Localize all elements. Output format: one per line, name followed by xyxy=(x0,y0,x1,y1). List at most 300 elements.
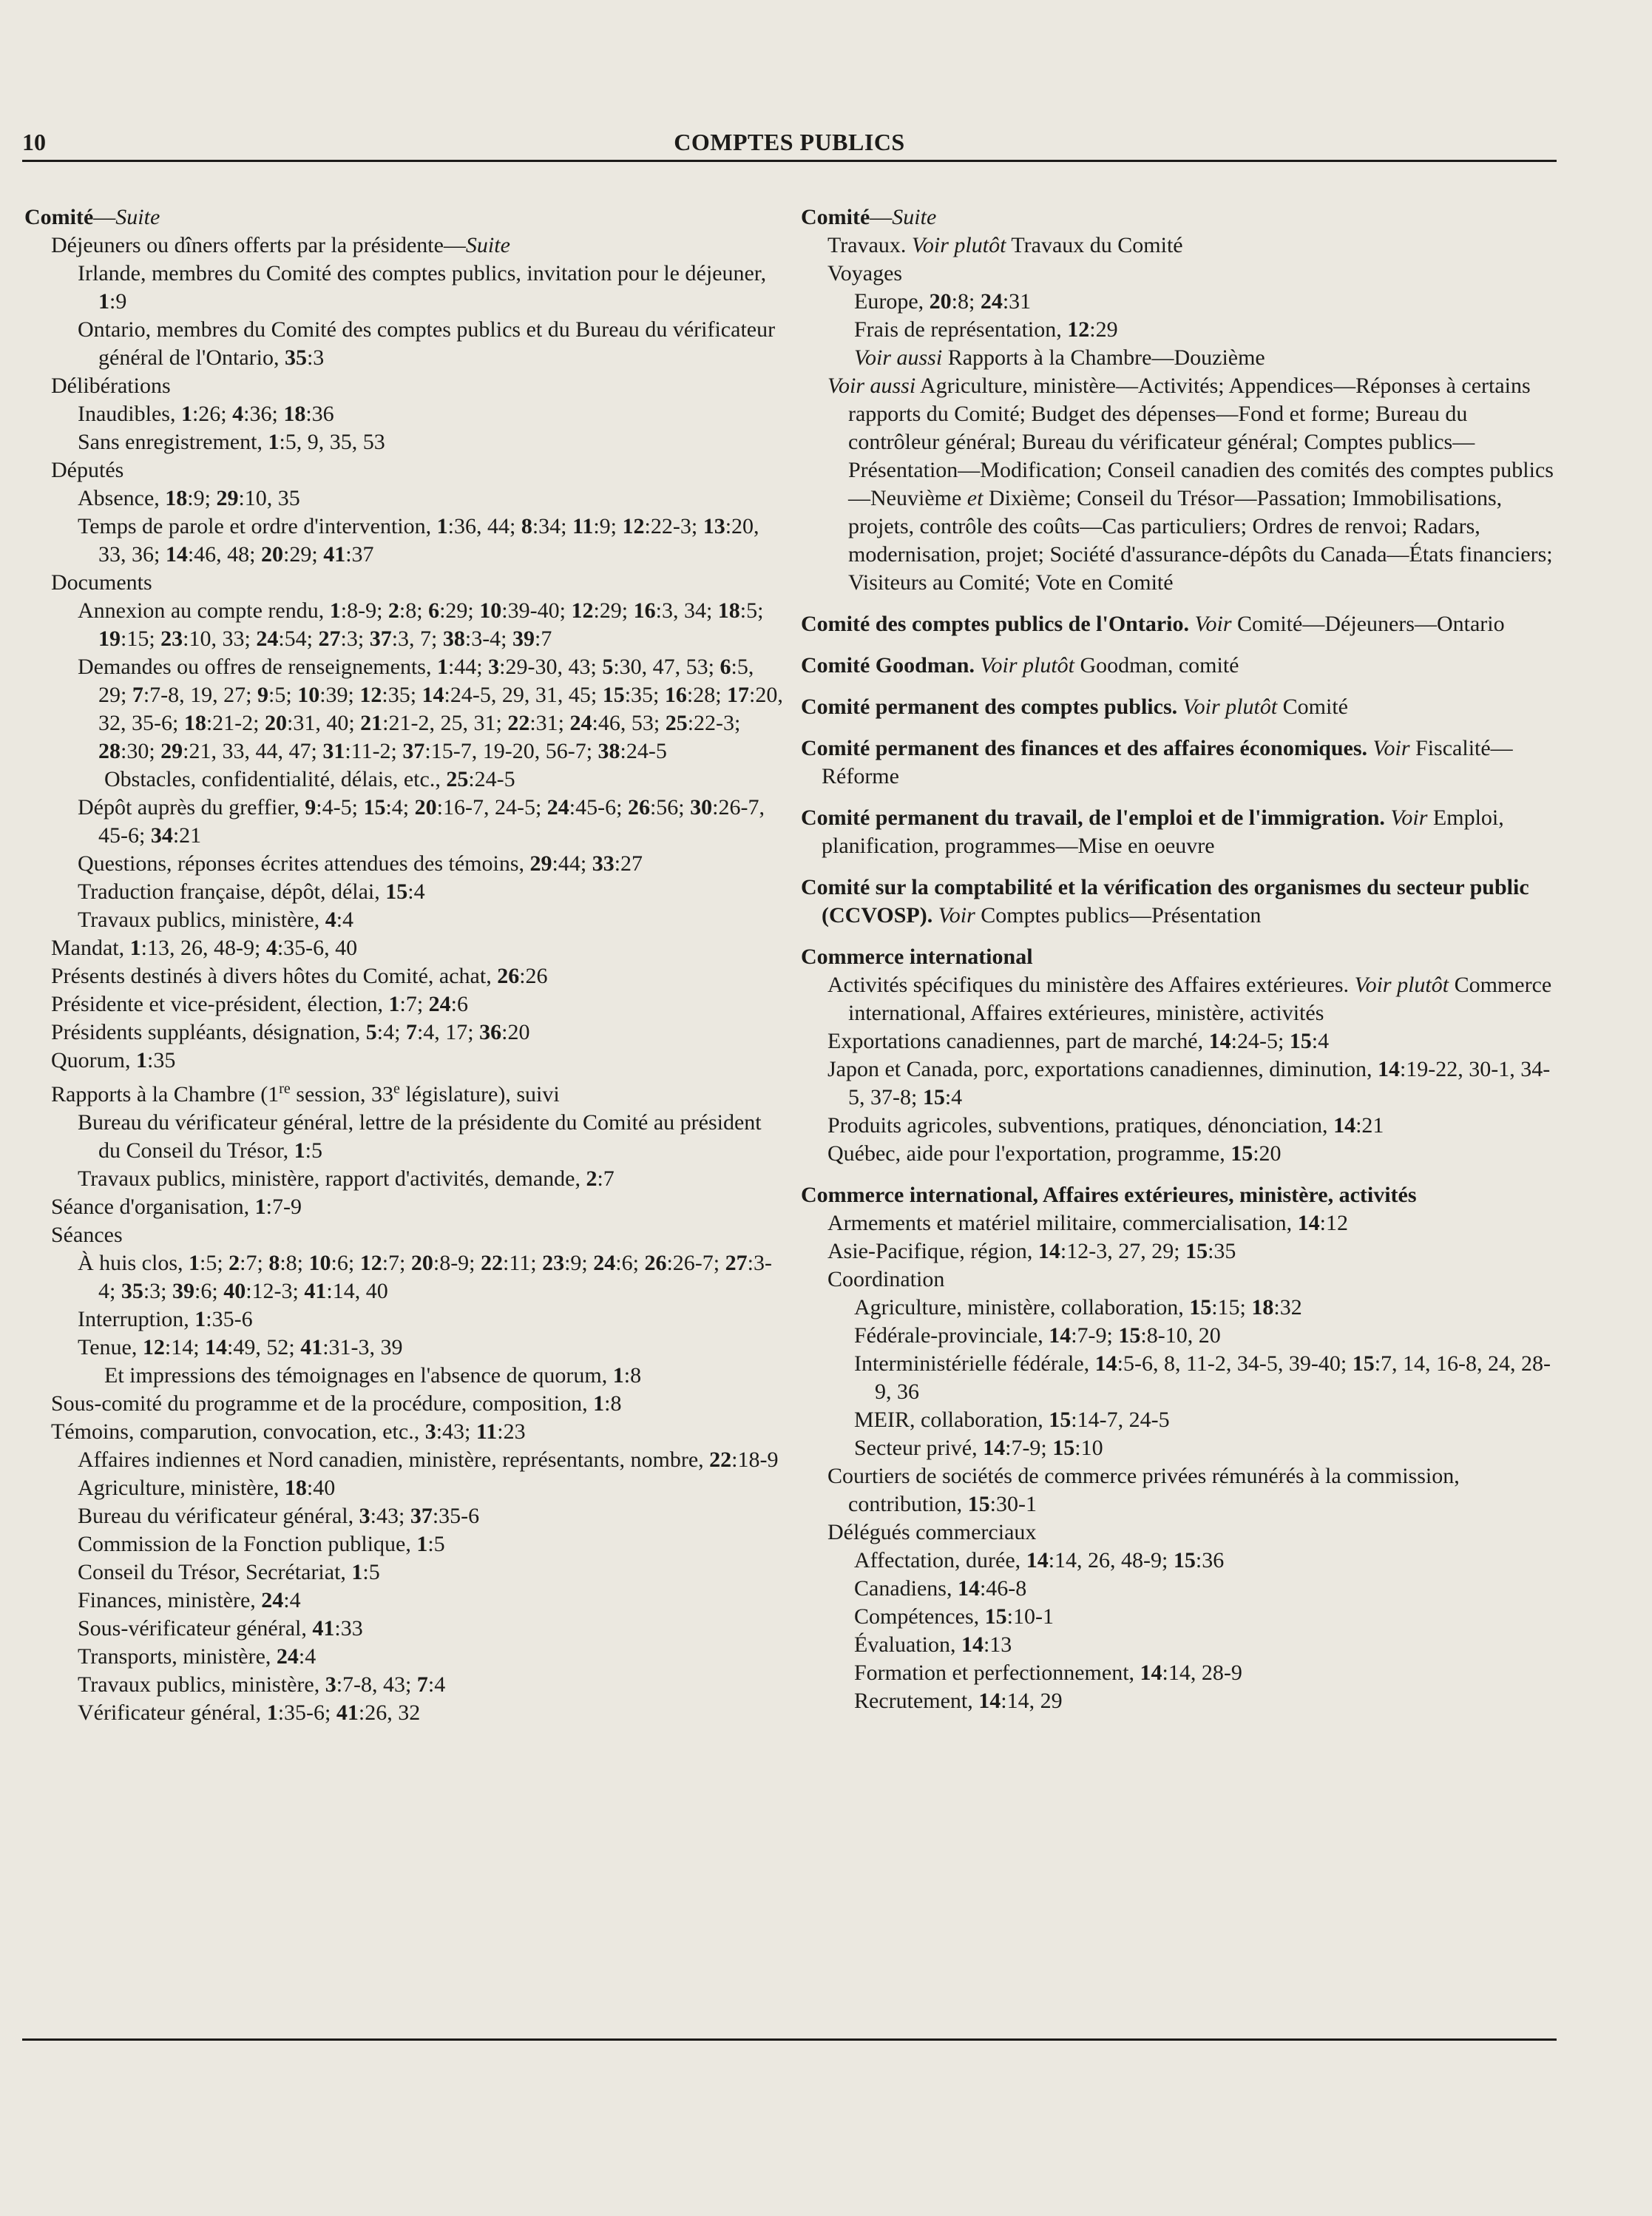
index-text-run: Commerce international xyxy=(801,945,1033,969)
index-entry xyxy=(51,1418,786,1446)
index-text-run: Voir xyxy=(1194,612,1232,636)
index-text-run: :4 xyxy=(427,1672,446,1697)
index-text-run: :35-6 xyxy=(432,1504,480,1528)
index-text-run: :10, 33; xyxy=(183,626,257,651)
index-text-run: :31 xyxy=(1002,289,1032,314)
index-entry xyxy=(78,1587,786,1615)
index-text-run: Formation et perfectionnement, xyxy=(854,1661,1140,1685)
index-text-run: :21 xyxy=(1355,1113,1384,1138)
index-text-run: Comité sur la comptabilité et la vérification des organismes du secteur public (CCVOSP). xyxy=(801,875,1529,928)
index-text-run: 15 xyxy=(1173,1548,1196,1573)
index-text-run: 21 xyxy=(360,711,383,735)
index-text-run: Voir aussi xyxy=(827,374,916,398)
index-text-run: :5; xyxy=(268,683,298,707)
index-text-run: :9; xyxy=(187,486,217,510)
index-text-run: Séances xyxy=(51,1223,123,1247)
index-text-run: 14 xyxy=(165,542,188,567)
index-text-run: :7; xyxy=(399,992,429,1016)
index-text-run: :21-2, 25, 31; xyxy=(382,711,508,735)
index-text-run: :27 xyxy=(614,851,643,876)
index-text-run: 37 xyxy=(410,1504,433,1528)
index-text-run: Vérificateur général, xyxy=(78,1700,267,1725)
index-text-run: :46, 53; xyxy=(592,711,666,735)
index-text-run: :26-7, 45-6; xyxy=(98,795,765,848)
index-text-run: :24-5 xyxy=(620,739,667,763)
index-text-run: 12 xyxy=(1067,317,1090,342)
index-text-run: Emploi, planification, programmes—Mise en oeuvre xyxy=(822,805,1504,858)
index-text-run: 26 xyxy=(644,1251,667,1275)
index-text-run: MEIR, collaboration, xyxy=(854,1408,1049,1432)
index-entry xyxy=(827,260,1559,288)
index-text-run: Recrutement, xyxy=(854,1689,979,1713)
index-text-run: Comptes publics—Présentation xyxy=(975,903,1262,928)
index-text-run: 10 xyxy=(479,598,502,623)
index-text-run: :36 xyxy=(1195,1548,1225,1573)
index-entry xyxy=(51,1047,786,1075)
page-number: 10 xyxy=(22,129,46,155)
index-text-run: 34 xyxy=(150,823,173,848)
index-text-run: Agriculture, ministère, xyxy=(78,1476,285,1500)
index-text-run: 1 xyxy=(254,1195,266,1219)
index-entry xyxy=(78,597,786,653)
index-text-run: 39 xyxy=(172,1279,195,1303)
index-entry xyxy=(104,1362,786,1390)
index-text-run: :13 xyxy=(983,1632,1012,1657)
index-text-run: Témoins, comparution, convocation, etc., xyxy=(51,1419,425,1444)
index-text-run: 14 xyxy=(205,1335,228,1359)
index-text-run: Évaluation, xyxy=(854,1632,961,1657)
index-text-run: 18 xyxy=(717,598,740,623)
index-text-run: Ontario, membres du Comité des comptes publics et du Bureau du vérificateur général de l'Ontario, xyxy=(78,317,776,370)
index-text-run: Voyages xyxy=(827,261,903,286)
index-text-run: 1 xyxy=(388,992,400,1016)
index-text-run: Députés xyxy=(51,458,124,482)
index-text-run: 14 xyxy=(1094,1351,1117,1376)
index-text-run: :56; xyxy=(649,795,691,820)
index-text-run: 27 xyxy=(725,1251,748,1275)
index-text-run: :26 xyxy=(519,964,548,988)
index-text-run: :7 xyxy=(597,1166,615,1191)
index-text-run: 14 xyxy=(1333,1113,1356,1138)
index-text-run: :3 xyxy=(306,345,325,370)
index-text-run: :26-7; xyxy=(666,1251,725,1275)
index-text-run: :7-8, 43; xyxy=(336,1672,417,1697)
index-entry xyxy=(854,1294,1559,1322)
index-text-run: 14 xyxy=(1140,1661,1162,1685)
index-text-run: :23 xyxy=(497,1419,526,1444)
index-text-run: Produits agricoles, subventions, pratiques, dénonciation, xyxy=(827,1113,1334,1138)
index-text-run: législature), suivi xyxy=(399,1082,560,1107)
index-text-run: :6; xyxy=(194,1279,224,1303)
index-text-run: 14 xyxy=(961,1632,984,1657)
index-text-run: :34; xyxy=(532,514,572,538)
index-text-run: Comité Goodman. xyxy=(801,653,975,678)
index-text-run: 1 xyxy=(129,936,141,960)
index-text-run: 18 xyxy=(284,1476,307,1500)
index-entry xyxy=(827,971,1559,1027)
index-entry xyxy=(854,344,1559,372)
index-entry xyxy=(78,653,786,766)
index-text-run: Travaux publics, ministère, xyxy=(78,1672,325,1697)
index-text-run: 41 xyxy=(336,1700,359,1725)
index-text-run: Tenue, xyxy=(78,1335,143,1359)
index-text-run: :29 xyxy=(1089,317,1118,342)
index-text-run: 18 xyxy=(1251,1295,1274,1320)
index-text-run: 1 xyxy=(329,598,341,623)
index-text-run: Suite xyxy=(115,205,160,229)
index-text-run: Secteur privé, xyxy=(854,1436,984,1460)
index-text-run: :8; xyxy=(280,1251,309,1275)
index-text-run: 15 xyxy=(1352,1351,1375,1376)
index-text-run: Questions, réponses écrites attendues des témoins, xyxy=(78,851,530,876)
index-entry xyxy=(78,850,786,878)
index-text-run: :40 xyxy=(306,1476,336,1500)
index-text-run: Et impressions des témoignages en l'absence de quorum, xyxy=(104,1363,613,1388)
index-text-run: 1 xyxy=(180,402,192,426)
index-text-run: Travaux publics, ministère, rapport d'activités, demande, xyxy=(78,1166,586,1191)
index-text-run: :24-5, 29, 31, 45; xyxy=(444,683,603,707)
index-text-run: Dixième; Conseil du Trésor—Passation; Immobilisations, projets, contrôle des coûts—Cas particuliers; Ordres de renvoi; Radars, modernisation, projet; Société d'assurance-dépôts du Canada—États financiers; Visiteurs au Comité; Vote en Comité xyxy=(848,486,1553,595)
index-text-run: À huis clos, xyxy=(78,1251,189,1275)
index-entry xyxy=(78,1334,786,1362)
index-text-run: 30 xyxy=(690,795,713,820)
index-text-run: Comité permanent des comptes publics. xyxy=(801,695,1178,719)
index-text-run: Temps de parole et ordre d'intervention, xyxy=(78,514,437,538)
index-text-run: Transports, ministère, xyxy=(78,1644,277,1669)
index-heading xyxy=(801,693,1559,721)
index-entry xyxy=(827,1112,1559,1140)
index-text-run: 2 xyxy=(228,1251,240,1275)
index-text-run: :36; xyxy=(243,402,284,426)
index-text-run: :5; xyxy=(200,1251,229,1275)
index-text-run: :54; xyxy=(278,626,319,651)
index-entry xyxy=(827,1266,1559,1294)
index-text-run: 1 xyxy=(194,1307,206,1331)
index-text-run: Comité xyxy=(801,205,870,229)
index-entry xyxy=(51,962,786,990)
index-text-run: :14, 40 xyxy=(326,1279,388,1303)
index-text-run: :35; xyxy=(624,683,665,707)
index-entry xyxy=(51,372,786,400)
index-text-run: :8-10, 20 xyxy=(1140,1323,1221,1348)
index-text-run: 37 xyxy=(369,626,392,651)
index-text-run: :24-5 xyxy=(468,767,515,791)
index-text-run: 41 xyxy=(304,1279,327,1303)
index-text-run: Activités spécifiques du ministère des Affaires extérieures. xyxy=(827,973,1355,997)
index-text-run: Commission de la Fonction publique, xyxy=(78,1532,417,1556)
index-entry xyxy=(78,1109,786,1165)
index-text-run: 20 xyxy=(261,542,284,567)
index-text-run: :9; xyxy=(593,514,623,538)
index-text-run: Affaires indiennes et Nord canadien, ministère, représentants, nombre, xyxy=(78,1448,710,1472)
index-text-run: — xyxy=(93,205,116,229)
index-text-run: 18 xyxy=(165,486,188,510)
index-text-run: 27 xyxy=(318,626,341,651)
index-text-run: Europe, xyxy=(854,289,930,314)
index-text-run: 1 xyxy=(268,430,280,454)
index-text-run: :9; xyxy=(564,1251,594,1275)
index-text-run: :11-2; xyxy=(345,739,403,763)
index-text-run: :35 xyxy=(1208,1239,1236,1263)
index-text-run: 16 xyxy=(664,683,687,707)
index-text-run: 1 xyxy=(294,1138,305,1163)
index-entry xyxy=(104,766,786,794)
index-entry xyxy=(78,1530,786,1558)
index-text-run: :35 xyxy=(147,1048,176,1072)
index-text-run: 1 xyxy=(593,1391,605,1416)
index-text-run: :43; xyxy=(370,1504,410,1528)
index-text-run: Frais de représentation, xyxy=(854,317,1068,342)
index-text-run: Compétences, xyxy=(854,1604,985,1629)
index-entry xyxy=(78,260,786,316)
index-text-run: Comité permanent des finances et des affaires économiques. xyxy=(801,736,1368,760)
index-text-run: :8; xyxy=(951,289,981,314)
index-text-run: :5; xyxy=(739,598,764,623)
index-text-run: 29 xyxy=(216,486,239,510)
index-text-run: :20, 33, 36; xyxy=(98,514,759,567)
index-text-run: :5-6, 8, 11-2, 34-5, 39-40; xyxy=(1117,1351,1353,1376)
index-text-run: :36 xyxy=(305,402,334,426)
index-text-run: :14, 26, 48-9; xyxy=(1048,1548,1174,1573)
index-text-run: Mandat, xyxy=(51,936,130,960)
index-text-run: 3 xyxy=(424,1419,436,1444)
index-text-run: :20 xyxy=(501,1020,530,1044)
index-text-run xyxy=(975,653,981,678)
index-text-run: :21-2; xyxy=(206,711,265,735)
index-text-run: 29 xyxy=(529,851,552,876)
index-entry xyxy=(78,794,786,850)
index-entry xyxy=(78,1474,786,1502)
index-text-run: Voir plutôt xyxy=(1182,695,1278,719)
index-text-run: Absence, xyxy=(78,486,166,510)
index-text-run: 24 xyxy=(256,626,279,651)
index-text-run: Canadiens, xyxy=(854,1576,958,1601)
index-text-run: :35; xyxy=(382,683,422,707)
index-text-run: :7-9 xyxy=(265,1195,302,1219)
index-text-run: 3 xyxy=(488,655,500,679)
index-text-run: 14 xyxy=(1026,1548,1049,1573)
index-text-run: :30; xyxy=(121,739,161,763)
index-text-run: 40 xyxy=(223,1279,246,1303)
index-text-run: 33 xyxy=(592,851,615,876)
index-text-run: Sous-vérificateur général, xyxy=(78,1616,313,1641)
index-text-run: 41 xyxy=(312,1616,335,1641)
index-text-run: Irlande, membres du Comité des comptes publics, invitation pour le déjeuner, xyxy=(78,261,767,286)
index-text-run: 15 xyxy=(967,1492,990,1516)
index-text-run: 9 xyxy=(305,795,316,820)
index-text-run: :29-30, 43; xyxy=(499,655,603,679)
index-text-run: Suite xyxy=(465,233,510,257)
index-text-run: Délibérations xyxy=(51,374,171,398)
index-text-run: 11 xyxy=(572,514,594,538)
index-entry xyxy=(78,316,786,372)
index-text-run: Japon et Canada, porc, exportations canadiennes, diminution, xyxy=(827,1057,1378,1081)
index-text-run: 14 xyxy=(1037,1239,1060,1263)
index-text-run: Sans enregistrement, xyxy=(78,430,268,454)
index-text-run: Voir plutôt xyxy=(980,653,1075,678)
index-text-run: :8 xyxy=(623,1363,642,1388)
index-text-run: Voir xyxy=(1390,805,1428,830)
index-text-run: :20 xyxy=(1253,1141,1282,1166)
index-text-run: 15 xyxy=(1049,1408,1072,1432)
index-entry xyxy=(854,1322,1559,1350)
index-entry xyxy=(827,1027,1559,1055)
index-text-run: 12 xyxy=(359,683,382,707)
index-text-run: Sous-comité du programme et de la procédure, composition, xyxy=(51,1391,594,1416)
index-text-run: 6 xyxy=(720,655,731,679)
index-text-run: 14 xyxy=(1297,1211,1320,1235)
index-text-run: Conseil du Trésor, Secrétariat, xyxy=(78,1560,352,1584)
index-text-run: 12 xyxy=(359,1251,382,1275)
index-text-run: Comité xyxy=(24,205,94,229)
index-text-run: 1 xyxy=(416,1532,428,1556)
index-text-run: :14, 29 xyxy=(1001,1689,1063,1713)
index-text-run: :46, 48; xyxy=(187,542,262,567)
index-entry xyxy=(827,232,1559,260)
index-text-run: :21, 33, 44, 47; xyxy=(183,739,323,763)
index-text-run: :36, 44; xyxy=(447,514,521,538)
index-text-run: Délégués commerciaux xyxy=(827,1520,1037,1544)
index-entry xyxy=(78,400,786,428)
index-text-run: Commerce international, Affaires extérieures, ministère, activités xyxy=(848,973,1552,1025)
index-heading xyxy=(24,203,786,232)
index-text-run: Voir xyxy=(1372,736,1410,760)
index-entry xyxy=(827,1237,1559,1266)
index-text-run: 24 xyxy=(261,1588,284,1612)
index-text-run: :8; xyxy=(399,598,429,623)
index-text-run: 15 xyxy=(984,1604,1007,1629)
index-text-run: Rapports à la Chambre—Douzième xyxy=(942,345,1265,370)
index-text-run: :10-1 xyxy=(1006,1604,1054,1629)
index-entry xyxy=(78,1671,786,1699)
index-text-run xyxy=(1177,695,1183,719)
index-text-run: Exportations canadiennes, part de marché, xyxy=(827,1029,1209,1053)
index-text-run: :12-3; xyxy=(246,1279,305,1303)
index-text-run: :5 xyxy=(305,1138,323,1163)
index-text-run: :13, 26, 48-9; xyxy=(141,936,266,960)
index-text-run: 8 xyxy=(268,1251,280,1275)
index-text-run: 15 xyxy=(1230,1141,1253,1166)
index-text-run: :24-5; xyxy=(1230,1029,1290,1053)
index-text-run: :14; xyxy=(164,1335,206,1359)
index-entry xyxy=(51,232,786,260)
index-text-run: Interruption, xyxy=(78,1307,195,1331)
index-text-run: 7 xyxy=(405,1020,417,1044)
index-text-run: :15; xyxy=(1211,1295,1252,1320)
index-text-run: :49, 52; xyxy=(227,1335,301,1359)
index-entry xyxy=(78,878,786,906)
index-heading xyxy=(801,943,1559,971)
index-text-run: 15 xyxy=(1189,1295,1212,1320)
index-text-run: Déjeuners ou dîners offerts par la présidente— xyxy=(51,233,466,257)
index-text-run: :31, 40; xyxy=(287,711,361,735)
index-text-run: :29; xyxy=(283,542,324,567)
index-text-run: :7-8, 19, 27; xyxy=(143,683,258,707)
index-entry xyxy=(78,1305,786,1334)
index-text-run: :35-6, 40 xyxy=(277,936,358,960)
index-text-run: e xyxy=(393,1081,400,1097)
index-text-run: :4 xyxy=(298,1644,316,1669)
index-text-run: Agriculture, ministère—Activités; Appendices—Réponses à certains rapports du Comité; Budget des dépenses—Fond et forme; Bureau du contrôleur général; Bureau du vérificateur général; Comptes publics—Présentation—Modification; Conseil canadien des comités des comptes publics—Neuvième xyxy=(848,374,1554,510)
index-text-run: Documents xyxy=(51,570,152,595)
index-entry xyxy=(51,934,786,962)
index-text-run: :8-9; xyxy=(433,1251,481,1275)
index-text-run: 3 xyxy=(325,1672,336,1697)
index-text-run: 22 xyxy=(507,711,530,735)
index-text-run: :26; xyxy=(192,402,233,426)
index-text-run: :30, 47, 53; xyxy=(613,655,720,679)
index-text-run: :3; xyxy=(340,626,370,651)
index-entry xyxy=(51,1019,786,1047)
index-text-run: 18 xyxy=(283,402,306,426)
index-entry xyxy=(51,569,786,597)
index-entry xyxy=(51,990,786,1019)
index-text-run: :35-6 xyxy=(206,1307,253,1331)
index-entry xyxy=(78,1502,786,1530)
index-entry xyxy=(854,1575,1559,1603)
index-text-run: 14 xyxy=(1377,1057,1400,1081)
index-text-run: 22 xyxy=(709,1448,732,1472)
index-text-run: 4 xyxy=(265,936,277,960)
index-text-run: 15 xyxy=(1289,1029,1312,1053)
index-text-run: :4-5; xyxy=(316,795,364,820)
index-column-left xyxy=(24,203,786,1727)
index-text-run: :16-7, 24-5; xyxy=(436,795,547,820)
index-text-run: Coordination xyxy=(827,1267,945,1291)
index-text-run: Interministérielle fédérale, xyxy=(854,1351,1095,1376)
index-text-run: :12 xyxy=(1319,1211,1348,1235)
index-entry xyxy=(78,1446,786,1474)
index-heading xyxy=(801,804,1559,860)
index-text-run: Demandes ou offres de renseignements, xyxy=(78,655,437,679)
index-entry xyxy=(854,1631,1559,1659)
index-text-run: 38 xyxy=(442,626,465,651)
index-text-run: 14 xyxy=(978,1689,1001,1713)
index-entry xyxy=(827,1055,1559,1112)
index-text-run: 39 xyxy=(512,626,535,651)
index-text-run: 26 xyxy=(497,964,520,988)
index-text-run: 6 xyxy=(428,598,440,623)
index-text-run: 15 xyxy=(1052,1436,1075,1460)
index-text-run: Quorum, xyxy=(51,1048,136,1072)
index-text-run: Travaux. xyxy=(827,233,912,257)
index-text-run: 29 xyxy=(160,739,183,763)
index-text-run: 9 xyxy=(257,683,269,707)
index-entry xyxy=(854,1547,1559,1575)
index-text-run: 7 xyxy=(132,683,143,707)
index-heading xyxy=(801,610,1559,638)
index-text-run: 23 xyxy=(160,626,183,651)
index-text-run: 1 xyxy=(136,1048,147,1072)
index-text-run: :14, 28-9 xyxy=(1162,1661,1242,1685)
index-text-run: 1 xyxy=(436,655,448,679)
index-entry xyxy=(854,1687,1559,1715)
index-entry xyxy=(854,1659,1559,1687)
index-column-right xyxy=(801,203,1559,1715)
index-text-run: 1 xyxy=(266,1700,278,1725)
index-text-run: :5 xyxy=(427,1532,445,1556)
index-text-run: Voir aussi xyxy=(854,345,943,370)
index-text-run: :15-7, 19-20, 56-7; xyxy=(424,739,598,763)
index-text-run: :4 xyxy=(1311,1029,1330,1053)
index-text-run: :35-6; xyxy=(277,1700,336,1725)
index-text-run: :7-9; xyxy=(1071,1323,1119,1348)
index-text-run: Voir xyxy=(938,903,975,928)
index-text-run: Agriculture, ministère, collaboration, xyxy=(854,1295,1190,1320)
index-text-run: 20 xyxy=(410,1251,433,1275)
index-text-run: :8-9; xyxy=(340,598,388,623)
index-text-run: :26, 32 xyxy=(358,1700,421,1725)
